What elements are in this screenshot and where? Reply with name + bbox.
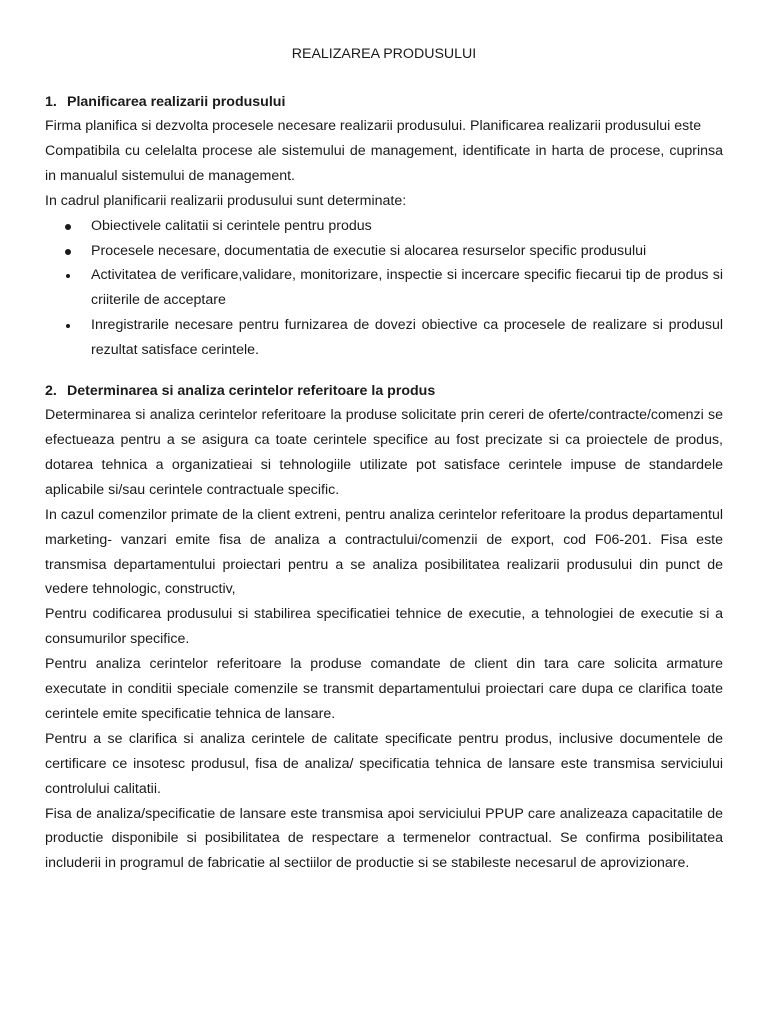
bullet-icon	[66, 274, 70, 278]
section-2-heading	[45, 379, 723, 403]
list-item	[65, 214, 723, 239]
page-title: REALIZAREA PRODUSULUI	[291, 46, 477, 62]
section-2-paragraph: Determinarea si analiza cerintelor referitoare la produse solicitate prin cereri de oferte/contracte/comenzi se efectueaza pentru a se asigura ca toate cerintele specifice au fost precizate si ca proiectele de produs, dotarea tehnica a organizatieai si tehnologiile utilizate pot satisface cerintele impuse de standardele aplicabile si/sau cerintele contractuale specific.	[45, 407, 723, 498]
section-2-paragraph: Pentru a se clarifica si analiza cerintele de calitate specificate pentru produs, inclusive documentele de certificare ce insotesc produsul, fisa de analiza/ specificatia tehnica de lansare este transmisa serviciului controlului calitatii.	[45, 730, 723, 797]
list-item-text: Obiectivele calitatii si cerintele pentru produs	[91, 217, 372, 234]
bullet-icon	[65, 249, 71, 255]
section-1-heading	[45, 90, 723, 114]
section-1-paragraph: In cadrul planificarii realizarii produsului sunt determinate:	[45, 192, 407, 209]
section-1-bullet-list	[45, 214, 723, 363]
section-1-paragraph: Compatibila cu celelalta procese ale sistemului de management, identificate in harta de procese, cuprinsa in manualul sistemului de management.	[45, 142, 723, 184]
section-1-number: 1.	[45, 94, 57, 110]
section-1-paragraph: Firma planifica si dezvolta procesele necesare realizarii produsului. Planificarea realizarii produsului este	[45, 118, 702, 134]
bullet-icon	[65, 224, 71, 230]
section-2-paragraph: Fisa de analiza/specificatie de lansare este transmisa apoi serviciului PPUP care analizeaza capacitatile de productie disponibile si posibilitatea de respectare a termenelor contractual. Se confirma posibilitatea includerii in programul de fabricatie al sectiilor de productie si se stabileste necesarul de aprovizionare.	[45, 805, 723, 872]
list-item-text: Procesele necesare, documentatia de executie si alocarea resurselor specific produsului	[91, 242, 647, 259]
document-page	[45, 42, 723, 876]
list-item	[65, 313, 723, 363]
list-item-text: Inregistrarile necesare pentru furnizarea de dovezi obiective ca procesele de realizare si produsul rezultat satisface cerintele.	[91, 317, 723, 359]
bullet-icon	[66, 324, 70, 328]
section-2-paragraph: Pentru codificarea produsului si stabilirea specificatiei tehnice de executie, a tehnologiei de executie si a consumurilor specifice.	[45, 606, 723, 648]
section-2-title: Determinarea si analiza cerintelor referitoare la produs	[67, 383, 436, 400]
section-2-number: 2.	[45, 383, 57, 400]
section-2-paragraph: In cazul comenzilor primate de la client extreni, pentru analiza cerintelor referitoare la produs departamentul marketing- vanzari emite fisa de analiza a contractului/comenzii de export, cod F06-201. Fisa este transmisa departamentului proiectari pentru a se analiza posibilitatea realizarii produsului din punct de vedere tehnologic, constructiv,	[45, 506, 723, 598]
list-item	[65, 239, 723, 264]
list-item-text: Activitatea de verificare,validare, monitorizare, inspectie si incercare specific fiecarui tip de produs si criiterile de acceptare	[91, 267, 723, 309]
list-item	[65, 263, 723, 313]
section-1-title: Planificarea realizarii produsului	[67, 94, 286, 110]
section-2-paragraph: Pentru analiza cerintelor referitoare la produse comandate de client din tara care solicita armature executate in conditii speciale comenzile se transmit departamentului proiectari care dupa ce clarifica toate cerintele emite specificatie tehnica de lansare.	[45, 656, 723, 722]
